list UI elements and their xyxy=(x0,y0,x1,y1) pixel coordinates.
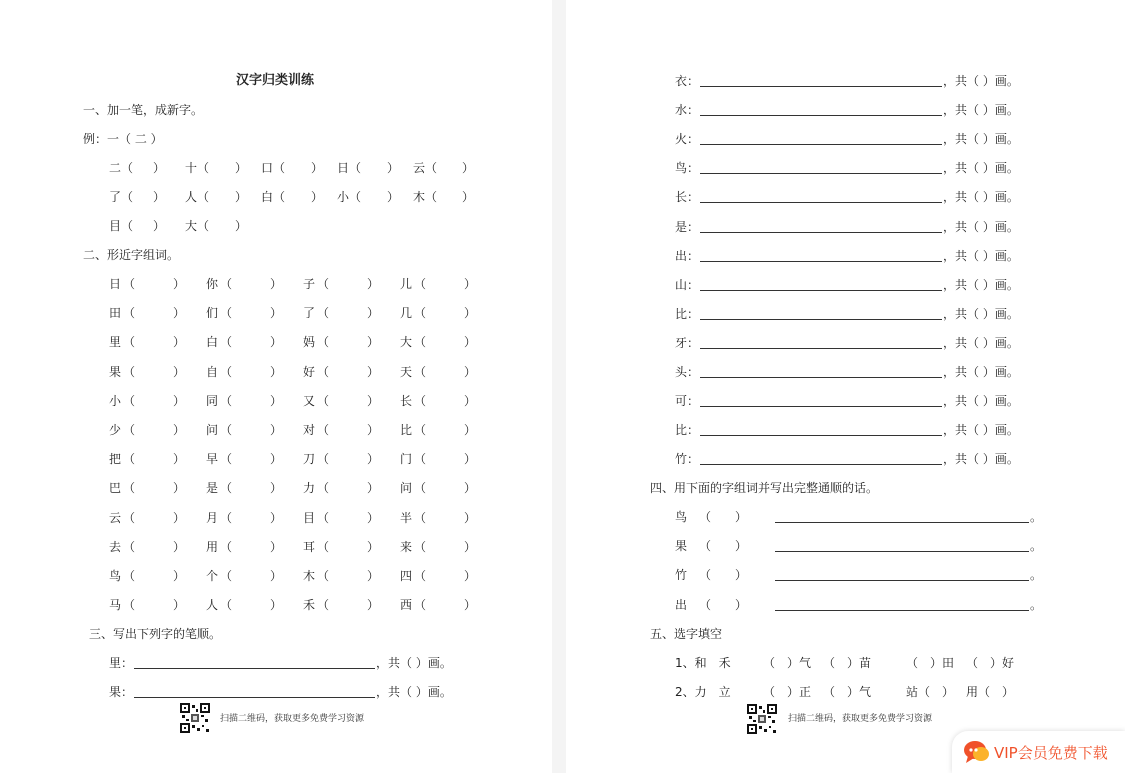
left-page xyxy=(0,0,552,773)
answer-paren-close: ） xyxy=(464,481,477,496)
sentence-end: 。 xyxy=(1030,568,1043,583)
answer-paren-close: ） xyxy=(367,423,380,437)
answer-paren-close: ） xyxy=(367,452,380,467)
answer-paren-close: ） xyxy=(367,481,380,496)
similar-char: 少 xyxy=(109,423,122,437)
word-char: 鸟 xyxy=(675,510,688,524)
answer-paren-open[interactable]: （ xyxy=(317,364,330,379)
footer-text: 扫描二维码，获取更多免费学习资源 xyxy=(788,714,933,724)
stroke-suffix: ，共（ ）画。 xyxy=(943,132,1019,147)
answer-paren-open[interactable]: （ xyxy=(317,452,330,467)
similar-char: 儿 xyxy=(400,277,413,291)
stroke-suffix: ，共（ ）画。 xyxy=(943,335,1019,350)
stroke-char: 衣： xyxy=(675,74,700,88)
stroke-suffix: ，共（ ）画。 xyxy=(376,685,452,699)
similar-char: 问 xyxy=(206,423,219,437)
fill-blank[interactable]: （ ）气 xyxy=(823,685,872,699)
answer-line[interactable] xyxy=(700,86,942,87)
add-stroke-char: 十（ xyxy=(185,161,210,175)
answer-paren-open[interactable]: （ xyxy=(414,510,427,525)
sentence-end: 。 xyxy=(1030,539,1043,554)
answer-paren-close: ） xyxy=(367,277,380,291)
answer-line[interactable] xyxy=(700,202,942,203)
answer-paren-close: ） xyxy=(464,335,477,350)
answer-paren-close: ） xyxy=(173,569,186,583)
stroke-suffix: ，共（ ）画。 xyxy=(943,423,1019,438)
answer-paren-close: ） xyxy=(173,306,186,321)
answer-paren-open[interactable]: （ xyxy=(220,306,233,321)
stroke-suffix: ，共（ ）画。 xyxy=(943,452,1019,467)
similar-char: 了 xyxy=(303,306,316,321)
similar-char: 大 xyxy=(400,335,413,350)
section4-heading: 四、用下面的字组词并写出完整通顺的话。 xyxy=(650,481,879,495)
stroke-char: 可： xyxy=(675,394,700,409)
word-paren[interactable]: （ ） xyxy=(699,510,748,524)
fill-blank[interactable]: （ ）正 xyxy=(763,685,812,699)
similar-char: 刀 xyxy=(303,452,316,467)
answer-paren-open[interactable]: （ xyxy=(414,277,427,291)
stroke-suffix: ，共（ ）画。 xyxy=(376,656,452,670)
answer-paren-open[interactable]: （ xyxy=(123,510,136,525)
answer-paren-close: ） xyxy=(173,364,186,379)
answer-paren-close: ） xyxy=(464,364,477,379)
section1-example: 例：一（ 二 ） xyxy=(83,132,163,146)
answer-paren-close: ） xyxy=(464,393,477,408)
similar-char: 半 xyxy=(400,510,413,525)
stroke-suffix: ，共（ ）画。 xyxy=(943,306,1019,321)
answer-paren-open[interactable]: （ xyxy=(220,598,233,613)
similar-char: 又 xyxy=(303,393,316,408)
stroke-suffix: ，共（ ）画。 xyxy=(943,74,1019,88)
word-char: 竹 xyxy=(675,568,688,583)
answer-paren-open[interactable]: （ xyxy=(414,335,427,350)
similar-char: 木 xyxy=(303,569,316,583)
stroke-char: 火： xyxy=(675,132,700,147)
answer-paren-close: ） xyxy=(464,539,477,554)
similar-char: 日 xyxy=(109,277,122,291)
sentence-line[interactable] xyxy=(775,580,1029,581)
answer-paren-open[interactable]: （ xyxy=(414,539,427,554)
similar-char: 对 xyxy=(303,423,316,437)
similar-char: 月 xyxy=(206,510,219,525)
similar-char: 马 xyxy=(109,598,122,613)
sentence-end: 。 xyxy=(1030,597,1043,612)
add-stroke-char: 人（ xyxy=(185,190,210,204)
answer-paren-open[interactable]: （ xyxy=(414,306,427,321)
add-stroke-char: 小（ xyxy=(337,190,362,204)
word-paren[interactable]: （ ） xyxy=(699,597,748,612)
similar-char: 用 xyxy=(206,539,219,554)
sentence-end: 。 xyxy=(1030,510,1043,524)
stroke-suffix: ，共（ ）画。 xyxy=(943,277,1019,292)
similar-char: 自 xyxy=(206,364,219,379)
answer-paren-open[interactable]: （ xyxy=(317,335,330,350)
stroke-char: 头： xyxy=(675,365,700,379)
answer-paren-close: ） xyxy=(367,510,380,525)
stroke-char: 山： xyxy=(675,277,700,292)
similar-char: 比 xyxy=(400,423,413,437)
answer-paren-close: ） xyxy=(173,598,186,613)
word-paren[interactable]: （ ） xyxy=(699,539,748,554)
section1-heading: 一、加一笔，成新字。 xyxy=(83,103,204,117)
answer-paren-close: ） xyxy=(173,481,186,496)
similar-char: 巴 xyxy=(109,481,122,496)
answer-paren-open[interactable]: （ xyxy=(123,335,136,350)
similar-char: 耳 xyxy=(303,539,316,554)
stroke-char: 里： xyxy=(109,656,134,670)
answer-paren-open[interactable]: （ xyxy=(220,539,233,554)
answer-line[interactable] xyxy=(700,319,942,320)
similar-char: 们 xyxy=(206,306,219,321)
answer-paren-open[interactable]: （ xyxy=(123,423,136,437)
answer-paren[interactable]: ） xyxy=(462,161,475,175)
choice-label: 1、和 禾 xyxy=(675,656,731,670)
answer-paren-close: ） xyxy=(367,598,380,613)
similar-char: 把 xyxy=(109,452,122,467)
stroke-char: 比： xyxy=(675,423,700,438)
similar-char: 里 xyxy=(109,335,122,350)
footer-text: 扫描二维码，获取更多免费学习资源 xyxy=(220,714,365,724)
answer-paren-open[interactable]: （ xyxy=(414,423,427,437)
answer-paren-open[interactable]: （ xyxy=(220,452,233,467)
qr-code-icon xyxy=(747,704,777,734)
similar-char: 白 xyxy=(206,335,219,350)
vip-download-label: VIP会员免费下载 xyxy=(994,743,1108,762)
answer-paren-open[interactable]: （ xyxy=(414,481,427,496)
answer-paren-open[interactable]: （ xyxy=(317,393,330,408)
stroke-suffix: ，共（ ）画。 xyxy=(943,103,1019,118)
answer-paren-close: ） xyxy=(464,598,477,613)
answer-paren-close: ） xyxy=(464,306,477,321)
stroke-char: 水： xyxy=(675,103,700,118)
similar-char: 西 xyxy=(400,598,413,613)
similar-char: 来 xyxy=(400,539,413,554)
answer-paren-close: ） xyxy=(173,335,186,350)
stroke-suffix: ，共（ ）画。 xyxy=(943,365,1019,379)
answer-paren-open[interactable]: （ xyxy=(317,598,330,613)
word-paren[interactable]: （ ） xyxy=(699,568,748,583)
similar-char: 四 xyxy=(400,569,413,583)
answer-line[interactable] xyxy=(700,115,942,116)
answer-paren-close: ） xyxy=(270,306,283,321)
choice-label: 2、力 立 xyxy=(675,685,731,699)
stroke-char: 鸟： xyxy=(675,161,700,176)
stroke-char: 出： xyxy=(675,248,700,263)
similar-char: 妈 xyxy=(303,335,316,350)
add-stroke-char: 白（ xyxy=(261,190,286,204)
add-stroke-char: 目（ xyxy=(109,219,134,233)
similar-char: 同 xyxy=(206,393,219,408)
answer-paren-open[interactable]: （ xyxy=(123,598,136,613)
stroke-char: 是： xyxy=(675,219,700,234)
answer-paren-close: ） xyxy=(173,277,186,291)
answer-paren-open[interactable]: （ xyxy=(414,598,427,613)
similar-char: 云 xyxy=(109,510,122,525)
similar-char: 鸟 xyxy=(109,569,122,583)
answer-paren-open[interactable]: （ xyxy=(414,364,427,379)
answer-line[interactable] xyxy=(700,406,942,407)
fill-blank[interactable]: 站（ ） xyxy=(906,685,955,699)
answer-paren-close: ） xyxy=(173,393,186,408)
answer-paren[interactable]: ） xyxy=(235,190,248,204)
similar-char: 小 xyxy=(109,393,122,408)
answer-paren[interactable]: ） xyxy=(235,161,248,175)
answer-paren-close: ） xyxy=(367,393,380,408)
section2-heading: 二、形近字组词。 xyxy=(83,248,180,262)
answer-paren-open[interactable]: （ xyxy=(123,277,136,291)
stroke-suffix: ，共（ ）画。 xyxy=(943,248,1019,263)
sentence-line[interactable] xyxy=(775,610,1029,611)
answer-paren-close: ） xyxy=(367,306,380,321)
answer-paren-open[interactable]: （ xyxy=(123,306,136,321)
answer-paren-close: ） xyxy=(270,335,283,350)
chat-bubble-icon xyxy=(962,737,992,767)
answer-paren-close: ） xyxy=(270,452,283,467)
stroke-suffix: ，共（ ）画。 xyxy=(943,190,1019,205)
answer-paren-close: ） xyxy=(270,539,283,554)
answer-paren-close: ） xyxy=(270,510,283,525)
vip-download-button[interactable] xyxy=(952,731,1125,773)
answer-paren[interactable]: ） xyxy=(387,190,400,204)
answer-paren-open[interactable]: （ xyxy=(123,364,136,379)
similar-char: 几 xyxy=(400,306,413,321)
answer-line[interactable] xyxy=(700,173,942,174)
stroke-suffix: ，共（ ）画。 xyxy=(943,161,1019,176)
similar-char: 早 xyxy=(206,452,219,467)
fill-blank[interactable]: （ ）田 xyxy=(906,656,955,670)
similar-char: 去 xyxy=(109,539,122,554)
answer-paren-close: ） xyxy=(270,277,283,291)
add-stroke-char: 云（ xyxy=(413,161,438,175)
answer-paren-open[interactable]: （ xyxy=(317,481,330,496)
answer-paren-open[interactable]: （ xyxy=(220,569,233,583)
add-stroke-char: 大（ xyxy=(185,219,210,233)
add-stroke-char: 了（ xyxy=(109,190,134,204)
answer-paren-close: ） xyxy=(270,393,283,408)
answer-line[interactable] xyxy=(700,290,942,291)
answer-paren-open[interactable]: （ xyxy=(317,423,330,437)
answer-paren[interactable]: ） xyxy=(235,219,248,233)
answer-paren-open[interactable]: （ xyxy=(414,393,427,408)
answer-paren-close: ） xyxy=(270,569,283,583)
answer-paren-open[interactable]: （ xyxy=(414,569,427,583)
right-page xyxy=(566,0,1125,773)
answer-paren-close: ） xyxy=(464,569,477,583)
qr-code-icon xyxy=(180,703,210,733)
add-stroke-char: 日（ xyxy=(337,161,362,175)
answer-line[interactable] xyxy=(700,377,942,378)
answer-line[interactable] xyxy=(700,232,942,233)
answer-line[interactable] xyxy=(700,435,942,436)
answer-paren[interactable]: ） xyxy=(311,190,324,204)
fill-blank[interactable]: （ ）好 xyxy=(966,656,1015,670)
answer-paren-close: ） xyxy=(270,598,283,613)
similar-char: 人 xyxy=(206,598,219,613)
answer-paren-close: ） xyxy=(367,569,380,583)
answer-line[interactable] xyxy=(134,697,375,698)
answer-paren-open[interactable]: （ xyxy=(123,539,136,554)
add-stroke-char: 木（ xyxy=(413,190,438,204)
answer-paren-open[interactable]: （ xyxy=(220,481,233,496)
answer-paren-close: ） xyxy=(367,364,380,379)
answer-paren-close: ） xyxy=(367,335,380,350)
stroke-char: 牙： xyxy=(675,335,700,350)
answer-paren-open[interactable]: （ xyxy=(220,423,233,437)
sentence-line[interactable] xyxy=(775,551,1029,552)
answer-paren-close: ） xyxy=(464,277,477,291)
similar-char: 禾 xyxy=(303,598,316,613)
answer-paren-close: ） xyxy=(270,423,283,437)
answer-paren[interactable]: ） xyxy=(311,161,324,175)
similar-char: 好 xyxy=(303,364,316,379)
answer-paren-close: ） xyxy=(464,452,477,467)
answer-paren-open[interactable]: （ xyxy=(123,393,136,408)
answer-paren-open[interactable]: （ xyxy=(220,277,233,291)
answer-paren[interactable]: ） xyxy=(462,190,475,204)
similar-char: 个 xyxy=(206,569,219,583)
answer-paren[interactable]: ） xyxy=(153,219,166,233)
answer-paren-close: ） xyxy=(270,481,283,496)
answer-paren-open[interactable]: （ xyxy=(123,481,136,496)
section5-heading: 五、选字填空 xyxy=(650,627,723,641)
fill-blank[interactable]: 用（ ） xyxy=(966,685,1015,699)
similar-char: 子 xyxy=(303,277,316,291)
word-char: 出 xyxy=(675,597,688,612)
answer-paren-close: ） xyxy=(173,539,186,554)
answer-line[interactable] xyxy=(700,348,942,349)
similar-char: 果 xyxy=(109,364,122,379)
stroke-char: 长： xyxy=(675,190,700,205)
stroke-suffix: ，共（ ）画。 xyxy=(943,394,1019,409)
similar-char: 力 xyxy=(303,481,316,496)
answer-paren-close: ） xyxy=(173,510,186,525)
answer-paren-open[interactable]: （ xyxy=(123,569,136,583)
similar-char: 目 xyxy=(303,510,316,525)
stroke-char: 竹： xyxy=(675,452,700,467)
answer-line[interactable] xyxy=(700,261,942,262)
answer-paren-close: ） xyxy=(367,539,380,554)
section3-heading: 三、写出下列字的笔顺。 xyxy=(89,627,222,641)
similar-char: 门 xyxy=(400,452,413,467)
answer-line[interactable] xyxy=(700,464,942,465)
answer-line[interactable] xyxy=(700,144,942,145)
answer-paren-open[interactable]: （ xyxy=(317,539,330,554)
word-char: 果 xyxy=(675,539,688,554)
answer-paren[interactable]: ） xyxy=(153,190,166,204)
similar-char: 田 xyxy=(109,306,122,321)
answer-paren-open[interactable]: （ xyxy=(414,452,427,467)
answer-paren-open[interactable]: （ xyxy=(220,393,233,408)
answer-paren-open[interactable]: （ xyxy=(220,364,233,379)
answer-paren-open[interactable]: （ xyxy=(317,569,330,583)
fill-blank[interactable]: （ ）苗 xyxy=(823,656,872,670)
answer-paren-open[interactable]: （ xyxy=(317,277,330,291)
worksheet-title: 汉字归类训练 xyxy=(236,73,315,88)
similar-char: 长 xyxy=(400,393,413,408)
add-stroke-char: 二（ xyxy=(109,161,134,175)
answer-paren-close: ） xyxy=(270,364,283,379)
answer-line[interactable] xyxy=(134,668,375,669)
answer-paren[interactable]: ） xyxy=(387,161,400,175)
answer-paren-open[interactable]: （ xyxy=(220,510,233,525)
fill-blank[interactable]: （ ）气 xyxy=(763,656,812,670)
stroke-char: 果： xyxy=(109,685,134,699)
answer-paren-close: ） xyxy=(464,423,477,437)
similar-char: 问 xyxy=(400,481,413,496)
answer-paren[interactable]: ） xyxy=(153,161,166,175)
answer-paren-open[interactable]: （ xyxy=(317,510,330,525)
sentence-line[interactable] xyxy=(775,522,1029,523)
answer-paren-close: ） xyxy=(464,510,477,525)
add-stroke-char: 口（ xyxy=(261,161,286,175)
answer-paren-close: ） xyxy=(173,423,186,437)
similar-char: 你 xyxy=(206,277,219,291)
answer-paren-open[interactable]: （ xyxy=(317,306,330,321)
answer-paren-open[interactable]: （ xyxy=(220,335,233,350)
answer-paren-open[interactable]: （ xyxy=(123,452,136,467)
similar-char: 是 xyxy=(206,481,219,496)
stroke-char: 比： xyxy=(675,306,700,321)
similar-char: 天 xyxy=(400,364,413,379)
stroke-suffix: ，共（ ）画。 xyxy=(943,219,1019,234)
answer-paren-close: ） xyxy=(173,452,186,467)
